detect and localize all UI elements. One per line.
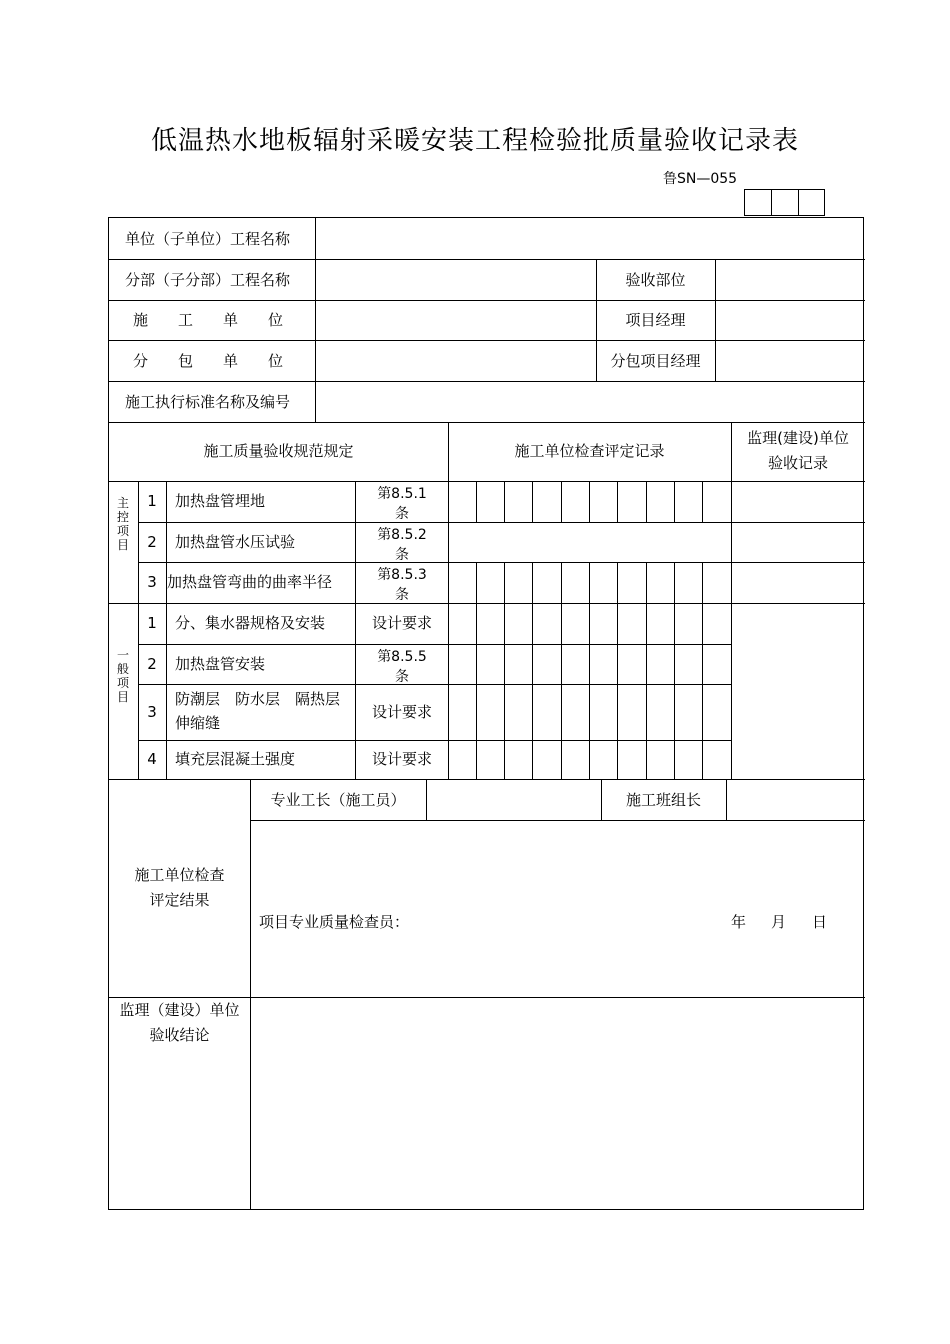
general-item-name: 填充层混凝土强度 [175,750,296,768]
subcontract-unit-field[interactable] [316,341,596,381]
acceptance-part-label: 验收部位 [625,271,686,289]
conclusion-label-line2: 验收结论 [149,1026,210,1044]
general-item-clause: 第8.5.5 条 [377,649,427,684]
team-leader-label: 施工班组长 [625,791,701,809]
main-item-clause: 第8.5.3 条 [377,567,427,603]
general-group-label: 一般项目 [116,648,129,704]
project-manager-field[interactable] [716,301,864,340]
acceptance-part-field[interactable] [716,260,864,300]
general-item-no: 3 [147,703,157,721]
construction-unit-label: 施 工 单 位 [133,311,284,329]
main-item-clause: 第8.5.1 条 [377,486,427,522]
standard-label: 施工执行标准名称及编号 [125,393,291,411]
sub-project-manager-label: 分包项目经理 [610,352,701,370]
result-label-line1: 施工单位检查 [134,866,225,884]
date-month: 月 [771,913,787,931]
spec-column-header: 施工质量验收规范规定 [203,442,354,460]
general-item-clause: 设计要求 [371,614,432,632]
general-item-no: 1 [147,614,157,632]
supervision-column-header-2: 验收记录 [767,454,828,472]
general-item-name: 加热盘管安装 [175,655,266,673]
form-code: 鲁SN—055 [663,171,738,187]
general-item-no: 2 [147,655,157,673]
subcontract-unit-label: 分 包 单 位 [133,352,284,370]
general-item-clause: 设计要求 [371,703,432,721]
main-item-name: 加热盘管弯曲的曲率半径 [167,573,333,591]
sub-project-field[interactable] [316,260,596,300]
conclusion-label-line1: 监理（建设）单位 [119,1001,240,1019]
date-year: 年 [731,913,747,931]
sub-project-manager-field[interactable] [716,341,864,381]
form-title: 低温热水地板辐射采暖安装工程检验批质量验收记录表 [150,126,799,156]
general-item-name-line2: 伸缩缝 [175,714,221,732]
main-control-group-label: 主控项目 [116,496,129,552]
code-boxes [744,189,825,217]
general-item-clause: 设计要求 [371,750,432,768]
general-item-name-line1: 防潮层 防水层 隔热层 [175,690,341,708]
standard-field[interactable] [316,382,864,422]
sub-project-label: 分部（子分部）工程名称 [125,271,291,289]
code-box[interactable] [798,189,825,216]
main-item-name: 加热盘管埋地 [175,492,266,510]
main-item-name: 加热盘管水压试验 [175,533,296,551]
construction-unit-field[interactable] [316,301,596,340]
main-item-no: 3 [147,573,157,591]
main-item-no: 1 [147,492,157,510]
date-day: 日 [812,913,828,931]
check-record-column-header: 施工单位检查评定记录 [514,442,665,460]
main-item-clause: 第8.5.2 条 [377,527,427,562]
supervision-column-header-1: 监理(建设)单位 [747,429,849,447]
general-item-name: 分、集水器规格及安装 [175,614,326,632]
general-item-no: 4 [147,750,157,768]
project-manager-label: 项目经理 [625,311,686,329]
inspector-label: 项目专业质量检查员： [259,913,410,931]
conclusion-field[interactable] [251,998,864,1210]
unit-project-label: 单位（子单位）工程名称 [125,230,291,248]
code-box[interactable] [771,189,798,216]
unit-project-field[interactable] [316,218,864,259]
code-box[interactable] [744,189,771,216]
main-item-no: 2 [147,533,157,551]
foreman-field[interactable] [427,780,601,820]
team-leader-field[interactable] [727,780,864,820]
result-label-line2: 评定结果 [149,891,210,909]
foreman-label: 专业工长（施工员） [270,791,406,809]
form-table [108,217,864,1210]
